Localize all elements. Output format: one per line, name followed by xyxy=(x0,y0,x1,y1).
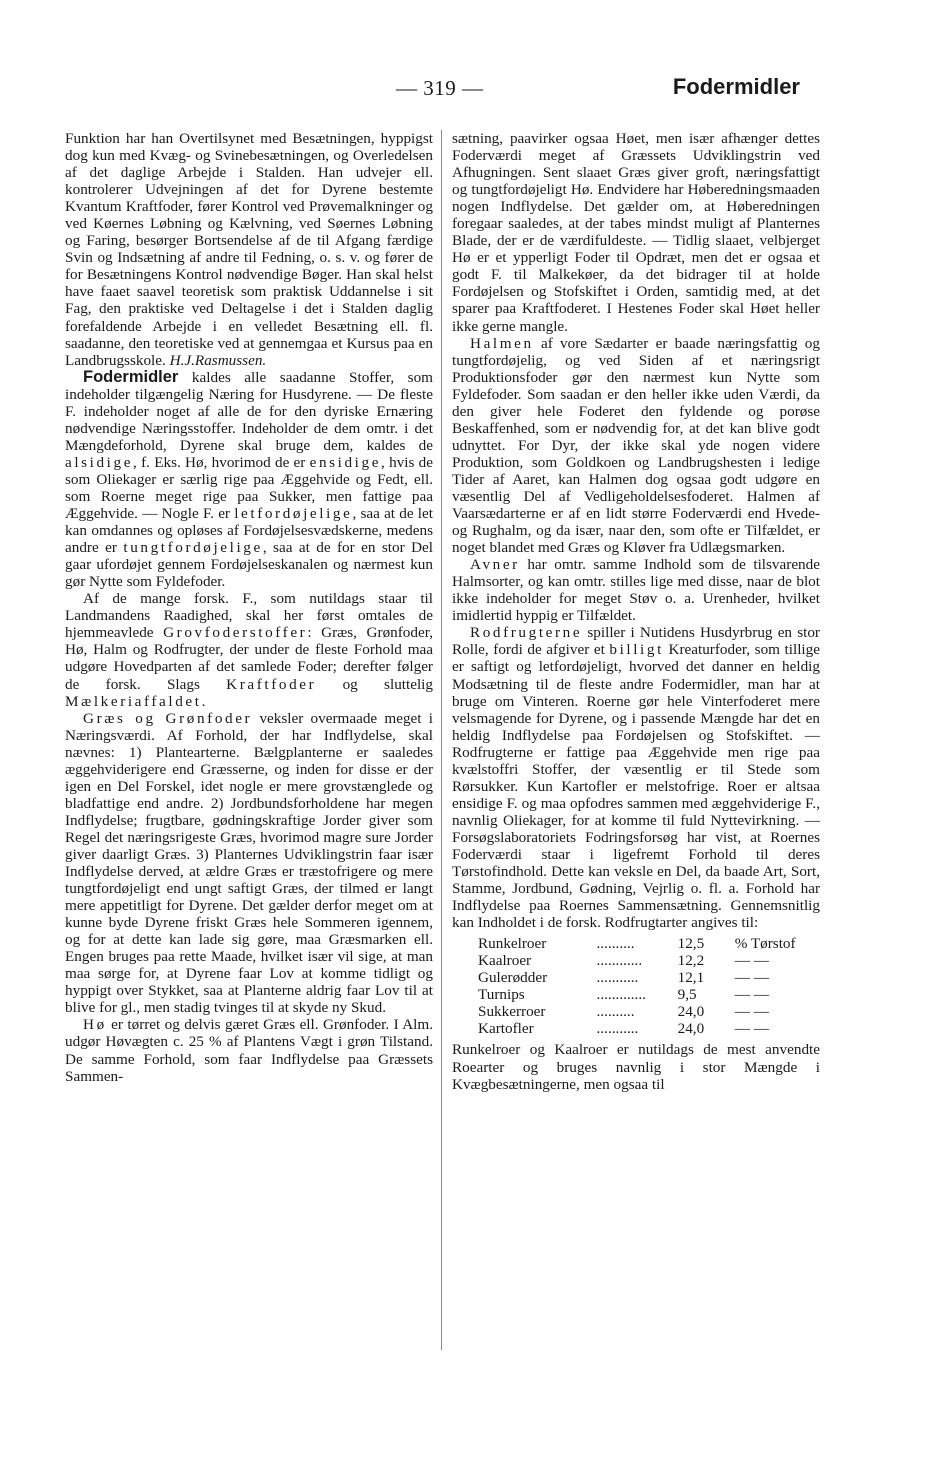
paragraph-text: veksler overmaade meget i Næringsværdi. Af Forhold, der har Indflydelse, skal nævnes: 1) Plantearterne. Bælgplanterne er saaledes æggehviderigere end Græsserne, og inden for disse er der igen en Del Forskel, idet nogle er mere grovstænglede og bladfattige end andre. 2) Jordbundsforholdene har megen Indflydelse; frugtbare, gødningskraftige Jorder giver som Regel det næringsrigeste Græs, hvorimod magre sure Jorder giver daarligt Græs. 3) Planternes Udviklingstrin faar især Indflydelse derved, at ældre Græs er træstofrigere og mere tungtfordøjeligt end ungt saftigt Græs, der tilmed er langt mere appetitligt for Dyrene. Det gælder derfor meget om at kunne byde Dyrene friskt Græs hele Sommeren igennem, og for at dette kan lade sig gøre, maa Græsmarken ell. Engen bruges paa rette Maade, hvilket især vil sige, at man maa sørge for, at Dyrene faar Lov at komme tidligt og hyppigt over Stykket, saa at Planterne aldrig faar Lov til at blive for gl., men stadig tvinges til at skyde ny Skud. xyxy=(65,709,433,1017)
paragraph-text: og sluttelig xyxy=(316,675,433,693)
root-name: Runkelroer xyxy=(478,935,547,953)
root-name: Turnips xyxy=(478,986,525,1004)
leader-dots: .......... xyxy=(596,1003,635,1021)
paragraph-text: . xyxy=(201,692,206,710)
table-row xyxy=(478,969,820,986)
dry-matter-value: 12,2 xyxy=(677,952,705,970)
spaced-term: Avner xyxy=(470,556,520,574)
entry-keyword: Fodermidler xyxy=(83,367,179,386)
root-name: Kartofler xyxy=(478,1020,534,1038)
unit-label: — — xyxy=(734,1003,769,1021)
unit-label: % Tørstof xyxy=(734,935,796,953)
paragraph-hoe-continued xyxy=(452,130,820,335)
leader-dots: ............ xyxy=(596,952,643,970)
paragraph-text: kaldes alle saadanne Stoffer, som indeholder tilgængelig Næring for Husdyrene. — De fleste F. indeholder noget af alle de for den dyriske Ernæring nødvendige Næringsstoffer. Indeholder de dem omtr. i det Mængdeforhold, Dyrene skal bruge dem, kaldes de xyxy=(65,368,433,454)
running-title: Fodermidler xyxy=(672,74,800,99)
root-name: Gulerødder xyxy=(478,969,548,987)
leader-dots: ........... xyxy=(596,1020,639,1038)
table-row xyxy=(478,986,820,1003)
unit-label: — — xyxy=(734,1020,769,1038)
paragraph-avner xyxy=(452,556,820,624)
unit-label: — — xyxy=(734,986,769,1004)
paragraph-runkelroer xyxy=(452,1041,820,1092)
table-row xyxy=(478,1020,820,1037)
leader-dots: .......... xyxy=(596,935,635,953)
paragraph-graes xyxy=(65,710,433,1017)
author-signature: H.J.Rasmussen. xyxy=(169,351,267,369)
leader-dots: ............. xyxy=(596,986,646,1004)
paragraph-text: er tørret og delvis gæret Græs ell. Grønfoder. I Alm. udgør Høvægten c. 25 % af Plantens Vægt i grøn Tilstand. De samme Forhold, som faar Indflydelse paa Græssets Sammen- xyxy=(65,1016,433,1085)
spaced-term: Mælkeriaffaldet xyxy=(65,692,202,710)
column-divider xyxy=(441,130,442,1350)
paragraph-rodfrugter xyxy=(452,624,820,931)
paragraph-overseer xyxy=(65,130,433,369)
page-number: — 319 — xyxy=(396,76,484,100)
table-row xyxy=(478,952,820,969)
paragraph-text: Af de mange forsk. F., som nutildags staar til Landmandens Raadighed, skal her først omtales de hjemmeavlede xyxy=(65,590,433,642)
paragraph-text: , hvis de som Oliekager er særlig rige paa Æggehvide og Fedt, ell. som Roerne meget rige paa Sukker, men fattige paa Æggehvide. — Nogle F. er xyxy=(65,453,434,523)
paragraph-halm xyxy=(452,335,820,557)
spaced-term: letfordøjelige xyxy=(234,505,353,523)
spaced-term: Græs og Grønfoder xyxy=(83,709,253,727)
table-row xyxy=(478,1003,820,1020)
root-name: Sukkerroer xyxy=(478,1003,546,1021)
unit-label: — — xyxy=(734,952,769,970)
paragraph-hoe xyxy=(65,1016,433,1084)
paragraph-fodermidler xyxy=(65,369,433,591)
spaced-term: Kraftfoder xyxy=(226,675,317,693)
paragraph-grovfoder xyxy=(65,590,433,709)
paragraph-text: Funktion har han Overtilsynet med Besætningen, hyppigst dog kun med Kvæg- og Svinebesætningen, og Overledelsen af det daglige Arbejde i Stalden. Han udvejer ell. kontrolerer Udvejningen af det for Dyrene bestemte Kvantum Kraftfoder, fører Kontrol ved Prøvemalkninger og ved Køernes Løbning og Kælvning, ved Søernes Løbning og Faring, besørger Bortsendelse af de til Afgang færdige Svin og Indsætning af andre til Fedning, o. s. v. og fører de for Besætningens Kontrol nødvendige Bøger. Han skal helst have faaet saavel teoretisk som praktisk Uddannelse i sit Fag, den praktiske ved Deltagelse i det i Stalden daglig forefaldende Arbejde i en velledet Besætning ell. fl. saadanne, den teoretiske ved at gennemgaa et Kursus paa en Landbrugsskole. xyxy=(65,130,433,369)
paragraph-text: , saa at de for en stor Del gaar ufordøjet gennem Fordøjelseskanalen og nærmest kun gør Nytte som Fyldefoder. xyxy=(65,539,433,591)
paragraph-text: Kreaturfoder, som tillige er saftigt og letfordøjeligt, hvorved det danner en heldig Modsætning til de fleste andre Fodermidler, man har at bruge om Vinteren. Roerne gør hele Vinterfoderet mere velsmagende for Dyrene, og i passende Mængde har det en heldig Indflydelse paa Fordøjelsen og Stofskiftet. — Rodfrugterne er fattige paa Æggehvide men rige paa kvælstoffri Stoffer, der væsentlig er til Stede som Rørsukker. Kun Kartofler er melstofrige. Roer er altsaa ensidige F. og maa opfodres sammen med æggehviderige F., navnlig Oliekager, for at komme til fuld Nyttevirkning. — Forsøgslaboratoriets Fodringsforsøg har vist, at Roernes Foderværdi staar i ligefremt Forhold til deres Tørstofindhold. Dette kan veksle en Del, da baade Art, Sort, Stamme, Jordbund, Gødning, Vejrlig o. fl. a. Forhold har Indflydelse paa Roernes Sammensætning. Gennemsnitlig kan Indholdet i de forsk. Rodfrugtarter angives til: xyxy=(452,641,820,932)
spaced-term: Hø xyxy=(83,1016,107,1034)
paragraph-text: : Græs, Grønfoder, Hø, Halm og Rodfrugter, der under de fleste Forhold maa udgøre Hovedparten af det samlede Foder; derefter følger de forsk. Slags xyxy=(65,624,433,693)
spaced-term: billigt xyxy=(609,641,664,659)
paragraph-text: , saa at de let kan omdannes og opløses af Fordøjelsesvædskerne, medens andre er xyxy=(65,505,433,557)
dry-matter-value: 9,5 xyxy=(677,986,697,1004)
spaced-term: alsidige xyxy=(65,453,134,471)
table-row xyxy=(478,935,820,952)
spaced-term: Halmen xyxy=(470,334,534,352)
spaced-term: Grovfoderstoffer xyxy=(163,624,308,642)
spaced-term: tungtfordøjelige xyxy=(123,539,263,557)
unit-label: — — xyxy=(734,969,769,987)
paragraph-text: sætning, paavirker ogsaa Høet, men især afhænger dettes Foderværdi meget af Græssets Udviklingstrin ved Afhugningen. Sent slaaet Græs giver groft, næringsfattigt og tungtfordøjeligt Hø. Endvidere har Høberedningsmaaden nogen Indflydelse. Det gælder om, at Høberedningen foregaar saaledes, at der tabes mindst muligt af Planternes Blade, der er de værdifuldeste. — Tidlig slaaet, velbjerget Hø er et ypperligt Foder til Opdræt, men det er ogsaa et godt F. til Malkekøer, da det bidrager til at holde Fordøjelsen og Stofskiftet i Orden, samtidig med, at det sparer paa Kraftfoderet. I Hestenes Foder skal Høet heller ikke gerne mangle. xyxy=(452,130,820,335)
paragraph-text: har omtr. samme Indhold som de tilsvarende Halmsorter, og kan omtr. stilles lige med disse, naar de blot ikke indeholder for meget Støv o. a. Urenheder, hvilket imidlertid hyppig er Tilfældet. xyxy=(452,556,820,625)
root-name: Kaalroer xyxy=(478,952,532,970)
paragraph-text: af vore Sædarter er baade næringsfattig og tungtfordøjelig, og ved Siden af et næringsrigt Produktionsfoder gør den nærmest kun Nytte som Fyldefoder. Som saadan er den heller ikke uden Værdi, da den giver hele Foderet den fyldende og porøse Beskaffenhed, som er nødvendig for, at det kan blive godt udnyttet. For Dyr, der ikke skal yde nogen videre Produktion, som Goldkoen og Landbrugshesten i ledige Tider af Aaret, kan Halmen dog ogsaa godt udgøre en væsentlig Del af Vedligeholdelsesfoderet. Halmen af Vaarsædarterne er af en lidt større Foderværdi end Hvede- og Rughalm, og da især, naar den, som ofte er Tilfældet, er noget blandet med Græs og Kløver fra Udlægsmarken. xyxy=(452,334,820,557)
dry-matter-value: 12,1 xyxy=(677,969,705,987)
left-column xyxy=(65,130,433,1085)
leader-dots: ........... xyxy=(596,969,639,987)
paragraph-text: , f. Eks. Hø, hvorimod de er xyxy=(133,453,310,471)
paragraph-text: spiller i Nutidens Husdyrbrug en stor Rolle, fordi de afgiver et xyxy=(452,624,820,659)
dry-matter-value: 24,0 xyxy=(677,1020,705,1038)
dry-matter-value: 24,0 xyxy=(677,1003,705,1021)
paragraph-text: Runkelroer og Kaalroer er nutildags de mest anvendte Roearter og bruges navnlig i stor Mængde i Kvægbesætningerne, men ogsaa til xyxy=(452,1041,820,1093)
page-header xyxy=(0,72,936,108)
dry-matter-value: 12,5 xyxy=(677,935,705,953)
dry-matter-table xyxy=(478,935,820,1037)
right-column xyxy=(452,130,820,1093)
spaced-term: ensidige xyxy=(309,453,382,471)
spaced-term: Rodfrugterne xyxy=(470,624,583,642)
